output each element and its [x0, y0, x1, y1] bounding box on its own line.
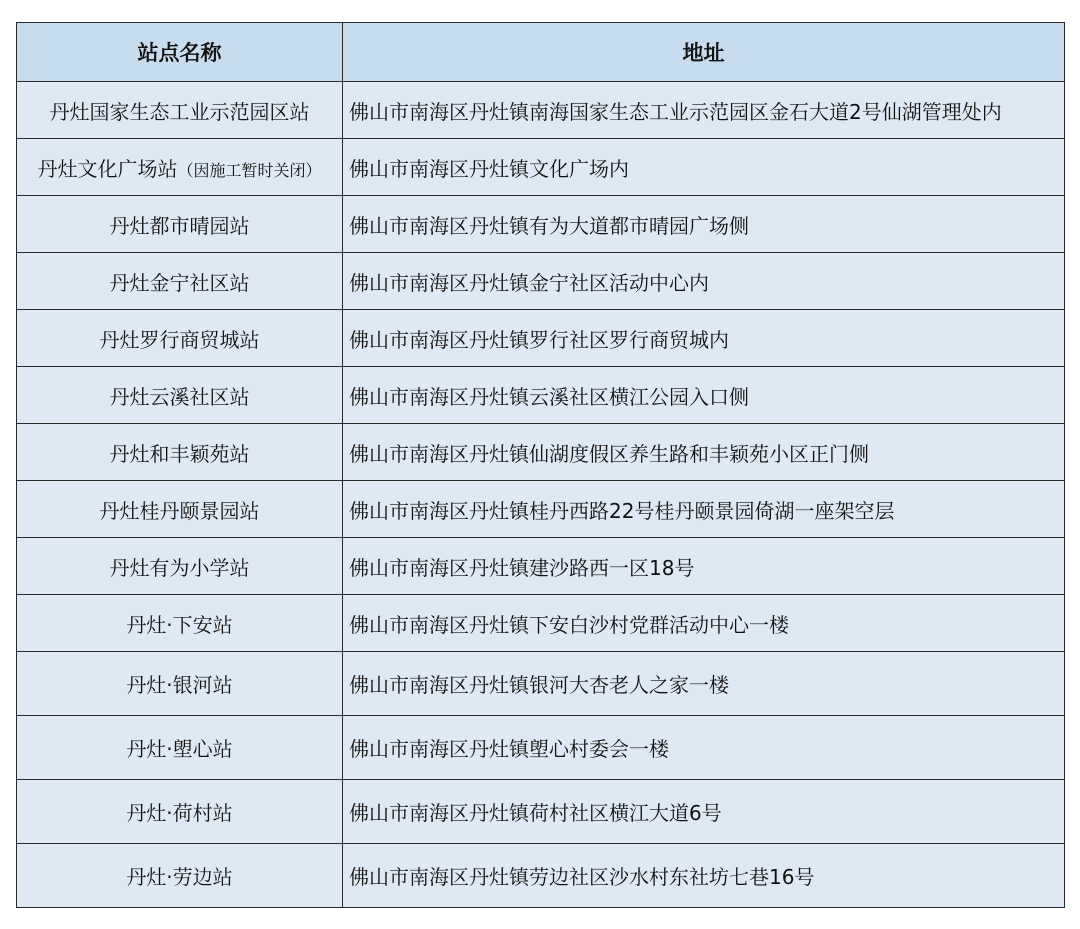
station-address: 佛山市南海区丹灶镇建沙路西一区18号: [343, 538, 1065, 595]
table-row: [17, 780, 1065, 844]
station-name-cell: [17, 196, 343, 253]
table-row: [17, 310, 1065, 367]
table-header-row: [17, 23, 1065, 82]
station-table: [16, 22, 1065, 908]
station-name: 丹灶都市晴园站: [109, 213, 250, 238]
station-note: （因施工暂时关闭）: [177, 160, 322, 180]
table-row: [17, 538, 1065, 595]
station-address: 佛山市南海区丹灶镇有为大道都市晴园广场侧: [343, 196, 1065, 253]
station-name-cell: [17, 253, 343, 310]
station-name-cell: [17, 844, 343, 908]
station-name-cell: [17, 716, 343, 780]
station-name: 丹灶云溪社区站: [109, 384, 250, 409]
station-name: 丹灶·银河站: [126, 673, 233, 697]
station-name-cell: [17, 481, 343, 538]
table-row: [17, 367, 1065, 424]
table-row: [17, 196, 1065, 253]
table-row: [17, 481, 1065, 538]
station-address: 佛山市南海区丹灶镇荷村社区横江大道6号: [343, 780, 1065, 844]
station-name: 丹灶金宁社区站: [109, 270, 250, 295]
station-name: 丹灶国家生态工业示范园区站: [49, 99, 310, 124]
station-address: 佛山市南海区丹灶镇南海国家生态工业示范园区金石大道2号仙湖管理处内: [343, 82, 1065, 139]
station-address: 佛山市南海区丹灶镇罗行社区罗行商贸城内: [343, 310, 1065, 367]
station-name: 丹灶和丰颖苑站: [109, 441, 250, 466]
table-row: [17, 253, 1065, 310]
table-row: [17, 652, 1065, 716]
table-row: [17, 716, 1065, 780]
table-row: [17, 82, 1065, 139]
header-station-name: 站点名称: [17, 23, 343, 82]
station-name: 丹灶桂丹颐景园站: [99, 498, 260, 523]
station-name-cell: [17, 139, 343, 196]
station-name-cell: [17, 652, 343, 716]
table-row: [17, 139, 1065, 196]
station-name-cell: [17, 82, 343, 139]
station-address: 佛山市南海区丹灶镇银河大杏老人之家一楼: [343, 652, 1065, 716]
station-name-cell: [17, 367, 343, 424]
station-name: 丹灶文化广场站: [37, 156, 178, 181]
station-name: 丹灶有为小学站: [109, 555, 250, 580]
table-row: [17, 844, 1065, 908]
table-row: [17, 424, 1065, 481]
table-row: [17, 595, 1065, 652]
station-name: 丹灶·下安站: [126, 612, 233, 637]
station-name-cell: [17, 595, 343, 652]
station-address: 佛山市南海区丹灶镇塱心村委会一楼: [343, 716, 1065, 780]
station-name-cell: [17, 424, 343, 481]
station-name: 丹灶·劳边站: [126, 865, 233, 889]
station-name: 丹灶·塱心站: [126, 737, 233, 761]
station-name-cell: [17, 310, 343, 367]
station-name: 丹灶罗行商贸城站: [99, 327, 260, 352]
station-name-cell: [17, 780, 343, 844]
station-address: 佛山市南海区丹灶镇文化广场内: [343, 139, 1065, 196]
station-address: 佛山市南海区丹灶镇下安白沙村党群活动中心一楼: [343, 595, 1065, 652]
station-address: 佛山市南海区丹灶镇金宁社区活动中心内: [343, 253, 1065, 310]
station-address: 佛山市南海区丹灶镇云溪社区横江公园入口侧: [343, 367, 1065, 424]
header-address: 地址: [343, 23, 1065, 82]
station-address: 佛山市南海区丹灶镇仙湖度假区养生路和丰颖苑小区正门侧: [343, 424, 1065, 481]
station-address: 佛山市南海区丹灶镇桂丹西路22号桂丹颐景园倚湖一座架空层: [343, 481, 1065, 538]
station-name: 丹灶·荷村站: [126, 801, 233, 825]
station-name-cell: [17, 538, 343, 595]
station-address: 佛山市南海区丹灶镇劳边社区沙水村东社坊七巷16号: [343, 844, 1065, 908]
